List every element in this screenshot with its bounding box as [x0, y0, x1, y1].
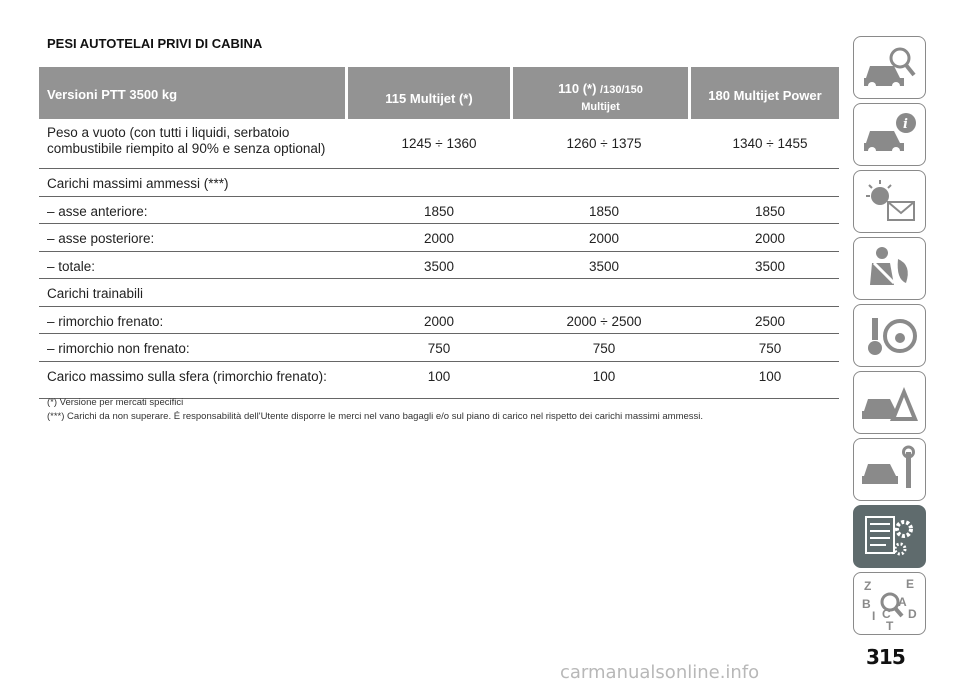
index-letter: E: [906, 578, 915, 591]
cell-180: 2500: [754, 313, 786, 329]
warning-light-message-icon: [860, 176, 920, 228]
row-label: Carichi trainabili: [47, 286, 144, 301]
header-180-multijet-power: 180 Multijet Power: [691, 67, 839, 119]
tab-emergency[interactable]: [853, 371, 926, 434]
table-row: [39, 279, 839, 307]
cell-110: 750: [592, 341, 616, 356]
table-row: [39, 169, 839, 197]
cell-180: 1340 ÷ 1455: [732, 136, 808, 151]
header-110-line2: Multijet: [581, 101, 620, 113]
key-steering-wheel-icon: [860, 310, 920, 362]
cell-110: 100: [592, 368, 616, 384]
row-label: Carichi massimi ammessi (***): [47, 176, 229, 191]
cell-180: 2000: [754, 231, 786, 246]
tab-maintenance[interactable]: [853, 438, 926, 501]
footnotes: [47, 396, 703, 424]
row-label-line2: combustibile riempito al 90% e senza optional): [47, 141, 326, 156]
tab-car-search[interactable]: [853, 36, 926, 99]
index-letter: C: [882, 607, 891, 621]
cell-180: 1850: [754, 203, 786, 219]
header-110-small: /130/150: [600, 84, 643, 96]
tab-index[interactable]: [853, 572, 926, 635]
index-letter: D: [908, 607, 917, 621]
tab-safety[interactable]: [853, 237, 926, 300]
specs-list-gear-icon: [860, 511, 920, 563]
header-versions: Versioni PTT 3500 kg: [39, 67, 345, 119]
tab-starting-driving[interactable]: [853, 304, 926, 367]
table-row: [39, 362, 839, 399]
page-title: PESI AUTOTELAI PRIVI DI CABINA: [47, 36, 263, 51]
header-115-multijet: 115 Multijet (*): [348, 67, 510, 119]
index-letter: Z: [864, 579, 872, 593]
index-letter: I: [872, 609, 876, 623]
page-number: 315: [866, 645, 905, 669]
header-110-main: 110 (*): [558, 81, 597, 96]
row-label: – rimorchio non frenato:: [47, 341, 190, 356]
tab-car-info[interactable]: [853, 103, 926, 166]
cell-180: 3500: [754, 258, 786, 274]
car-search-icon: [860, 42, 920, 94]
header-110-130-150-multijet: [513, 67, 688, 119]
tab-technical-specs[interactable]: [853, 505, 926, 568]
cell-115: 2000: [423, 231, 455, 246]
weights-table: [39, 120, 839, 399]
row-label: – totale:: [47, 258, 96, 274]
car-info-icon: [860, 109, 920, 161]
table-row: [39, 307, 839, 335]
row-label: – asse posteriore:: [47, 231, 155, 246]
footnote-3: (***) Carichi da non superare. É responsabilità dell'Utente disporre le merci nel vano bagagli e/o sul piano di carico nel rispetto dei carichi massimi ammessi.: [47, 411, 704, 422]
tab-warning-lights[interactable]: [853, 170, 926, 233]
watermark: carmanualsonline.info: [560, 662, 760, 683]
cell-180: 100: [758, 368, 782, 384]
seatbelt-airbag-icon: [860, 243, 920, 295]
cell-110: 2000 ÷ 2500: [566, 313, 642, 329]
table-row: [39, 197, 839, 225]
car-wrench-icon: [860, 444, 920, 496]
table-row: [39, 224, 839, 252]
cell-115: 750: [427, 341, 451, 356]
cell-115: 100: [427, 368, 451, 384]
alphabet-index-search-icon: [860, 578, 920, 630]
footnote-1: (*) Versione per mercati specifici: [47, 397, 184, 408]
cell-115: 3500: [423, 258, 455, 274]
car-warning-triangle-icon: [860, 377, 920, 429]
index-letter: B: [862, 597, 871, 611]
cell-115: 1850: [423, 203, 455, 219]
index-letter: A: [898, 595, 907, 609]
row-label-line1: Peso a vuoto (con tutti i liquidi, serbatoio: [47, 125, 290, 140]
row-label: Carico massimo sulla sfera (rimorchio frenato):: [47, 368, 327, 384]
row-label: [47, 125, 347, 157]
cell-110: 3500: [588, 258, 620, 274]
svg-text:i: i: [903, 117, 908, 132]
index-letter: T: [886, 619, 894, 630]
row-label: – rimorchio frenato:: [47, 313, 164, 329]
table-row: [39, 252, 839, 280]
cell-110: 1260 ÷ 1375: [566, 136, 642, 151]
cell-115: 1245 ÷ 1360: [401, 136, 477, 151]
table-row: [39, 120, 839, 169]
cell-180: 750: [758, 341, 782, 356]
cell-110: 1850: [588, 203, 620, 219]
cell-110: 2000: [588, 231, 620, 246]
row-label: – asse anteriore:: [47, 203, 148, 219]
table-row: [39, 334, 839, 362]
table-header: [39, 67, 839, 119]
cell-115: 2000: [423, 313, 455, 329]
